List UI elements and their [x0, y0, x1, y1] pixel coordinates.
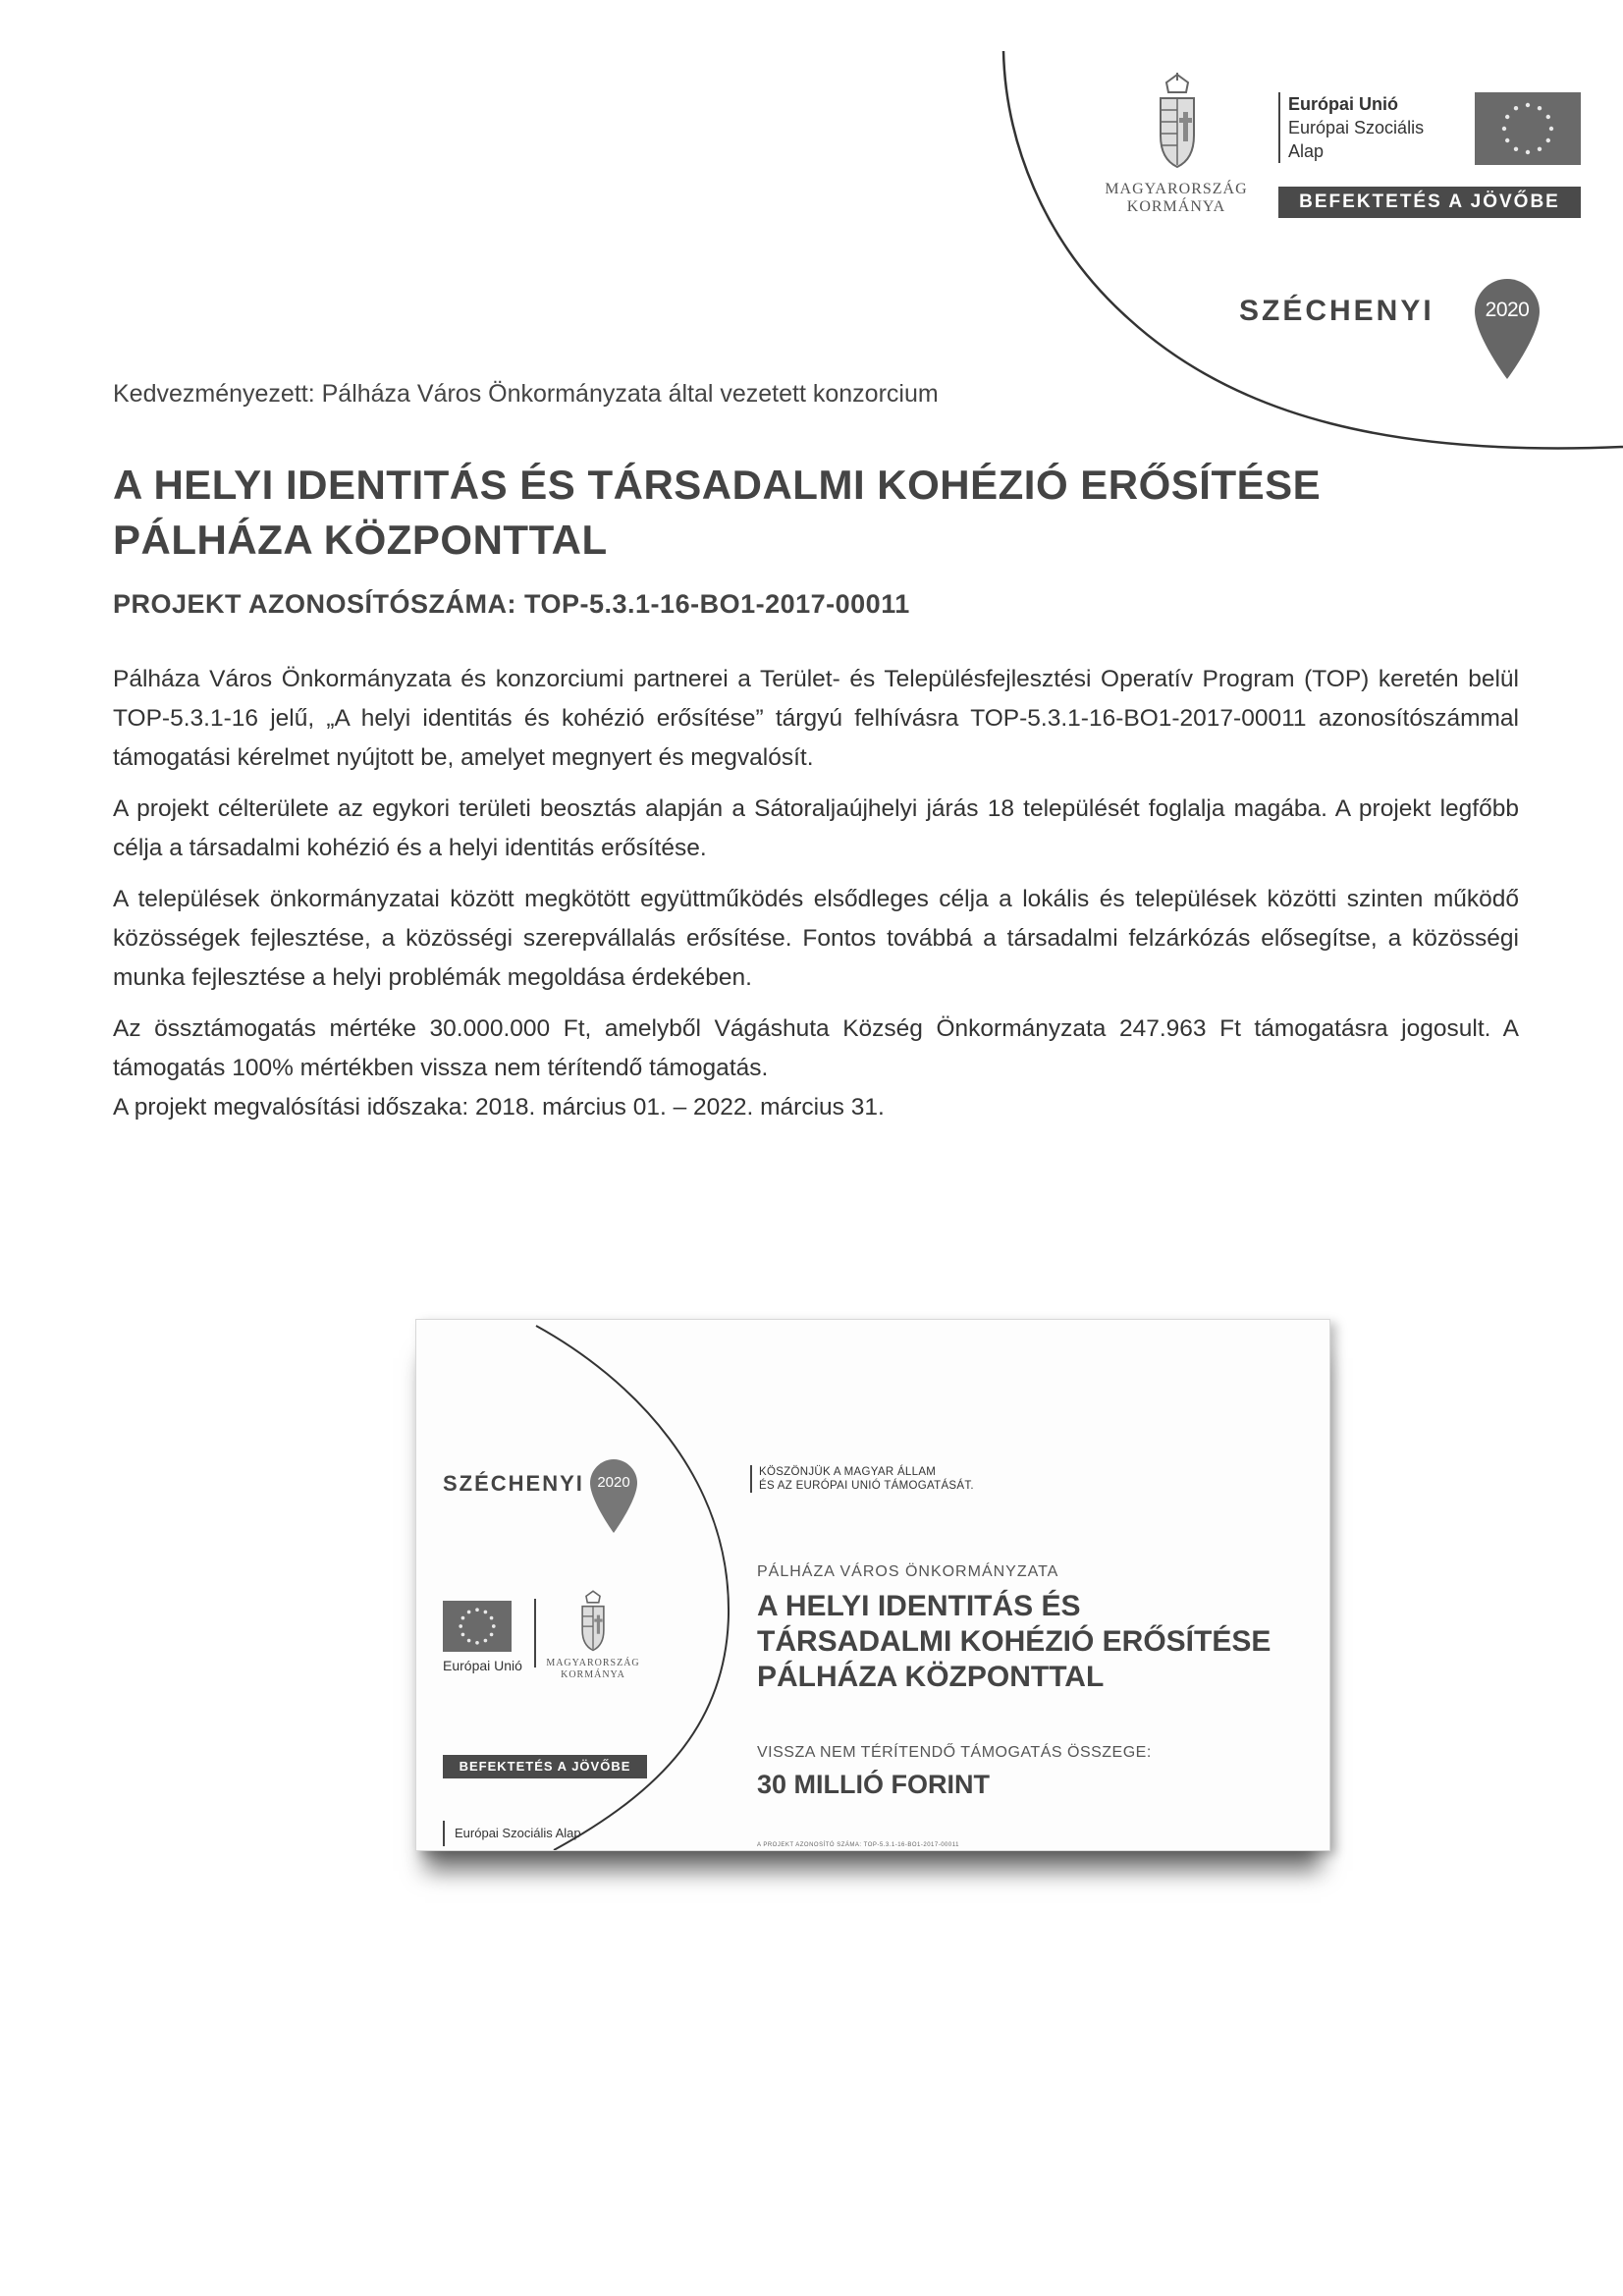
sign-title: [757, 1589, 1271, 1695]
szechenyi-pin-icon: [1473, 277, 1542, 383]
government-caption: [1098, 181, 1255, 217]
body-text: [113, 660, 1519, 1139]
sign-eu-label: Európai Unió: [443, 1658, 522, 1673]
paragraph-intro: Pálháza Város Önkormányzata és konzorciumi partnerei a Terület- és Településfejlesztési Operatív Program (TOP) keretén belül TOP-5.3.1-16 jelű, „A helyi identitás és kohézió erősítése” tárgyú felhívásra TOP-5.3.1-16-BO1-2017-00011 azonosítószámmal támogatási kérelmet nyújtott be, amelyet megnyert és megvalósít.: [113, 666, 1519, 771]
eu-flag-icon: [1475, 92, 1581, 165]
sign-eu-flag-icon: [443, 1601, 512, 1652]
paragraph-period: A projekt megvalósítási időszaka: 2018. március 01. – 2022. március 31.: [113, 1094, 885, 1121]
sign-esf-label: [443, 1821, 581, 1846]
sign-thanks: [750, 1465, 974, 1493]
sign-szechenyi-year: 2020: [597, 1474, 630, 1491]
main-title-line-2: PÁLHÁZA KÖZPONTTAL: [113, 517, 608, 563]
sign-organization: PÁLHÁZA VÁROS ÖNKORMÁNYZATA: [757, 1563, 1059, 1580]
sign-title-line-3: PÁLHÁZA KÖZPONTTAL: [757, 1661, 1105, 1693]
government-line-1: MAGYARORSZÁG: [1105, 181, 1248, 197]
paragraph-funding: Az össztámogatás mértéke 30.000.000 Ft, amelyből Vágáshuta Község Önkormányzata 247.963 Ft támogatásra jogosult. A támogatás 100% mértékben vissza nem térítendő támogatás.: [113, 1015, 1519, 1081]
beneficiary-line: Kedvezményezett: Pálháza Város Önkormányzata által vezetett konzorcium: [113, 380, 939, 408]
paragraph-target-area: A projekt célterülete az egykori területi beosztás alapján a Sátoraljaújhelyi járás 18 települését foglalja magába. A projekt legfőbb célja a társadalmi kohézió és a helyi identitás erősítése.: [113, 795, 1519, 861]
main-title-line-1: A HELYI IDENTITÁS ÉS TÁRSADALMI KOHÉZIÓ ERŐSÍTÉSE: [113, 462, 1322, 508]
paragraph-cooperation: A települések önkormányzatai között megkötött együttműködés elsődleges célja a lokális és települések közötti szinten működő közösségek fejlesztése, a közösségi szerepvállalás erősítése. Fontos továbbá a társadalmi felzárkózás elősegítse, a közösségi munka fejlesztése a helyi problémák megoldása érdekében.: [113, 886, 1519, 991]
sign-coat-of-arms-icon: [577, 1589, 609, 1654]
sign-divider: [534, 1599, 536, 1667]
sign-szechenyi-wordmark: SZÉCHENYI: [443, 1471, 584, 1496]
sign-government-caption: [544, 1658, 642, 1680]
invest-future-banner: BEFEKTETÉS A JÖVŐBE: [1278, 187, 1581, 218]
sign-esf-text: Európai Szociális Alap: [455, 1826, 581, 1840]
sign-thanks-line-1: KÖSZÖNJÜK A MAGYAR ÁLLAM: [759, 1466, 937, 1478]
eu-line-2: Európai Szociális: [1288, 118, 1425, 137]
sign-project-id: A PROJEKT AZONOSÍTÓ SZÁMA: TOP-5.3.1-16-BO1-2017-00011: [757, 1842, 959, 1848]
eu-line-3: Alap: [1288, 141, 1325, 161]
sign-thanks-line-2: ÉS AZ EURÓPAI UNIÓ TÁMOGATÁSÁT.: [759, 1480, 974, 1492]
szechenyi-wordmark: SZÉCHENYI: [1239, 295, 1434, 327]
coat-of-arms-icon: [1153, 73, 1202, 171]
sign-government-line-1: MAGYARORSZÁG: [546, 1658, 640, 1668]
project-sign-board: [415, 1319, 1330, 1851]
szechenyi-year: 2020: [1485, 299, 1530, 321]
sign-amount: 30 MILLIÓ FORINT: [757, 1770, 991, 1799]
sign-government-line-2: KORMÁNYA: [561, 1668, 625, 1680]
sign-invest-future-banner: BEFEKTETÉS A JÖVŐBE: [443, 1755, 647, 1778]
eu-fund-text: [1278, 92, 1465, 163]
sign-title-line-1: A HELYI IDENTITÁS ÉS: [757, 1590, 1081, 1622]
main-title: [113, 458, 1507, 568]
sign-amount-label: VISSZA NEM TÉRÍTENDŐ TÁMOGATÁS ÖSSZEGE:: [757, 1744, 1152, 1761]
sign-title-line-2: TÁRSADALMI KOHÉZIÓ ERŐSÍTÉSE: [757, 1625, 1271, 1658]
government-line-2: KORMÁNYA: [1126, 198, 1226, 216]
sign-szechenyi-pin-icon: [589, 1458, 638, 1535]
project-id: PROJEKT AZONOSÍTÓSZÁMA: TOP-5.3.1-16-BO1-2017-00011: [113, 589, 910, 619]
eu-line-1: Európai Unió: [1288, 94, 1398, 114]
